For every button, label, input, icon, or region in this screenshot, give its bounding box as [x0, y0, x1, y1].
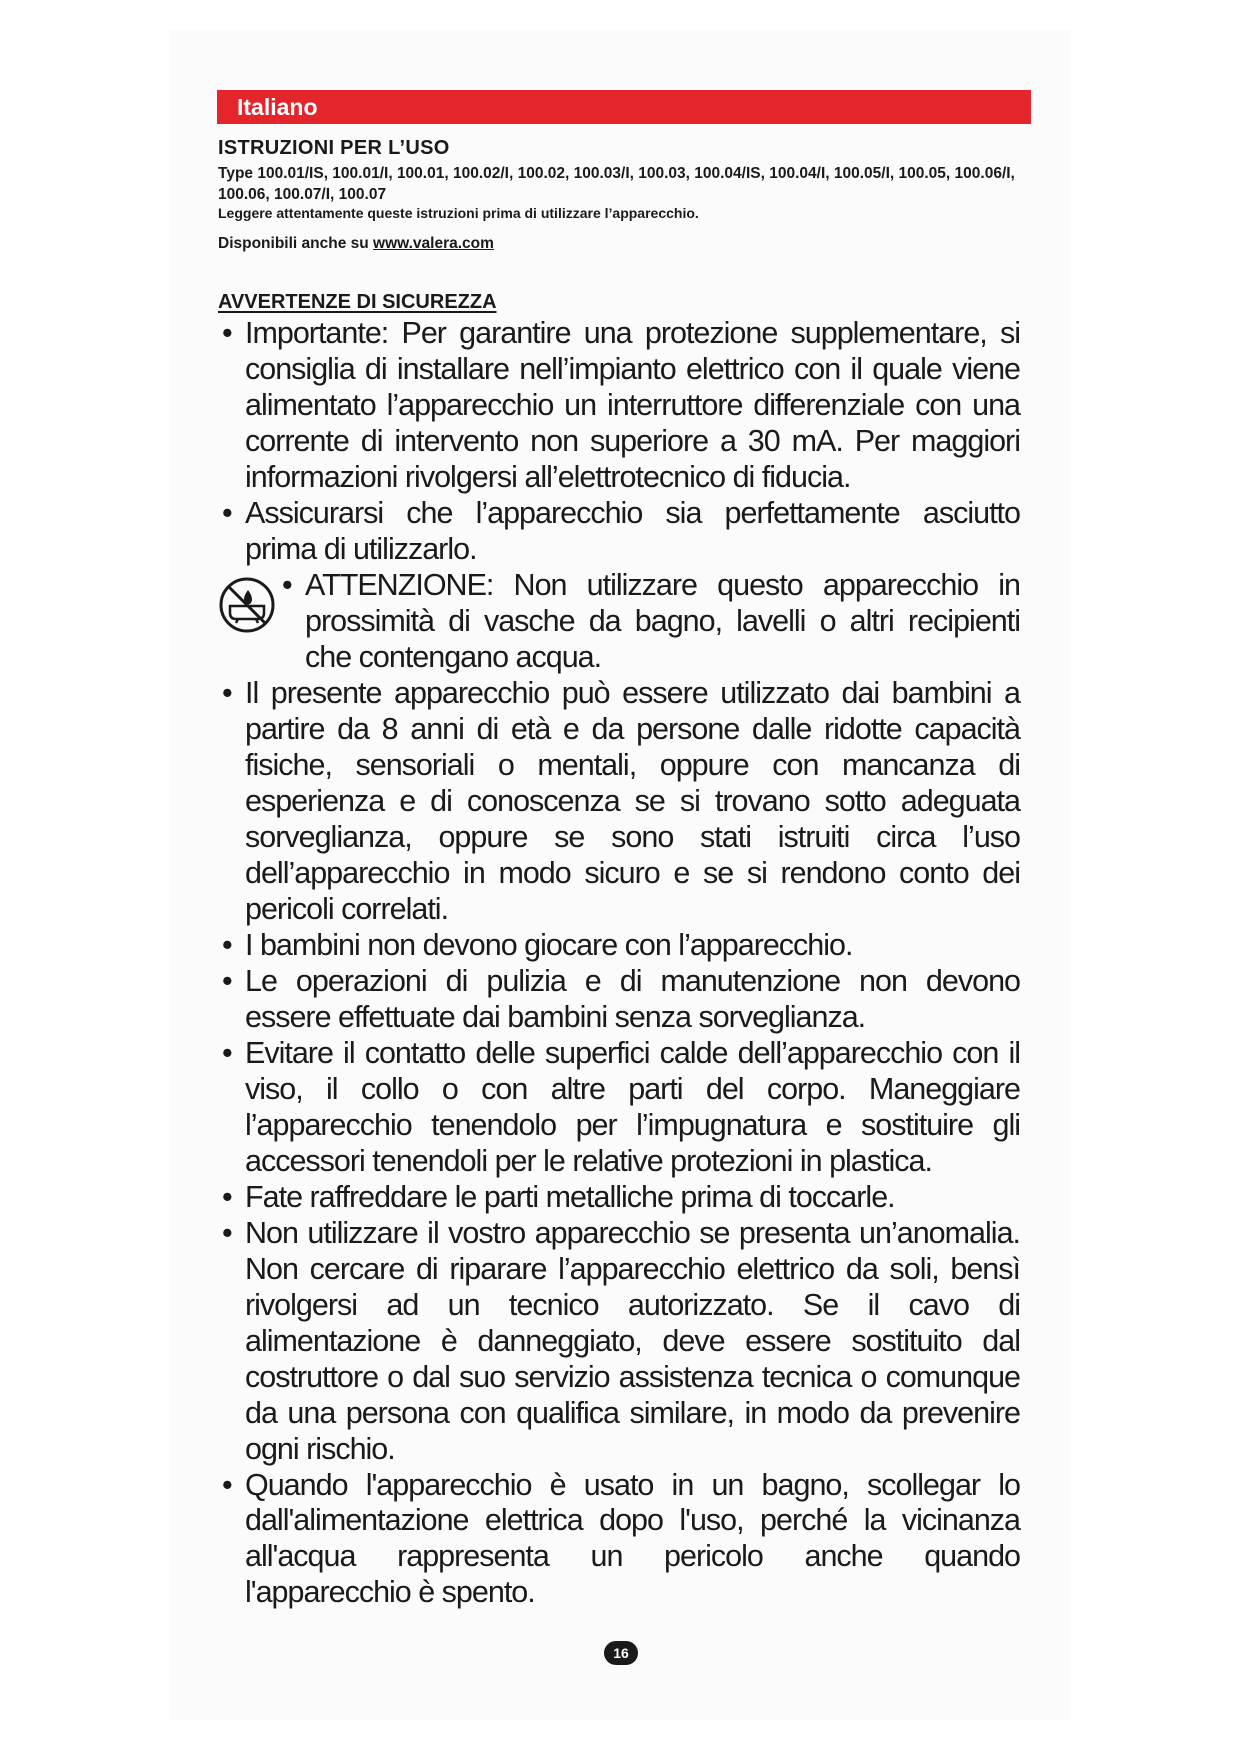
warning-item — [218, 1216, 1020, 1468]
warning-item — [218, 316, 1020, 496]
warning-text: Importante: Per garantire una protezione supplementare, si consiglia di installare nell’impianto elettrico con il quale viene alimentato l’apparecchio un interruttore differenziale con una corrente di intervento non superiore a 30 mA. Per maggiori informazioni rivolgersi all’elettrotecnico di fiducia. — [245, 316, 1020, 494]
warning-item — [218, 1468, 1020, 1612]
warning-text: ATTENZIONE: Non utilizzare questo apparecchio in prossimità di vasche da bagno, lavelli o altri recipienti che contengano acqua. — [305, 567, 1020, 674]
bullet: • — [222, 1215, 232, 1250]
warning-text: I bambini non devono giocare con l’apparecchio. — [245, 927, 853, 962]
bullet: • — [222, 316, 232, 350]
availability-prefix: Disponibili anche su — [218, 235, 369, 252]
warning-item — [218, 676, 1020, 928]
safety-heading: AVVERTENZE DI SICUREZZA — [218, 291, 497, 313]
warning-text: Fate raffreddare le parti metalliche prima di toccarle. — [245, 1179, 895, 1214]
read-instructions-note: Leggere attentamente queste istruzioni prima di utilizzare l’apparecchio. — [218, 205, 699, 221]
page-number: 16 — [604, 1641, 638, 1665]
no-water-bath-icon — [218, 576, 276, 634]
warning-text: Assicurarsi che l’apparecchio sia perfettamente asciutto prima di utilizzarlo. — [245, 495, 1020, 566]
website-link[interactable]: www.valera.com — [373, 235, 494, 252]
warning-item — [218, 1180, 1020, 1216]
warning-item — [218, 964, 1020, 1036]
document-title: ISTRUZIONI PER L’USO — [218, 137, 450, 159]
warning-text: Quando l'apparecchio è usato in un bagno, scollegar lo dall'alimentazione elettrica dopo l'uso, perché la vicinanza all'acqua rappresenta un pericolo anche quando l'apparecchio è spento. — [245, 1467, 1020, 1610]
warning-item — [218, 1036, 1020, 1180]
warning-text: Evitare il contatto delle superfici calde dell’apparecchio con il viso, il collo o con altre parti del corpo. Maneggiare l’apparecchio tenendolo per l’impugnatura e sostituire gli accessori tenendoli per le relative protezioni in plastica. — [245, 1035, 1020, 1178]
bullet: • — [222, 927, 232, 962]
model-types: Type 100.01/IS, 100.01/I, 100.01, 100.02/I, 100.02, 100.03/I, 100.03, 100.04/IS, 100.04/I, 100.05/I, 100.05, 100.06/I, 100.06, 100.07/I, 100.07 — [218, 165, 1015, 203]
bullet: • — [222, 1179, 232, 1214]
warning-item — [218, 496, 1020, 568]
bullet: • — [222, 495, 232, 530]
availability-line — [218, 235, 494, 253]
bullet: • — [222, 1035, 232, 1070]
bullet: • — [282, 567, 292, 602]
warning-text: Non utilizzare il vostro apparecchio se presenta un’anomalia. Non cercare di riparare l’apparecchio elettrico da soli, bensì rivolgersi ad un tecnico autorizzato. Se il cavo di alimentazione è danneggiato, deve essere sostituito dal costruttore o dal suo servizio assistenza tecnica o comunque da una persona con qualifica similare, in modo da prevenire ogni rischio. — [245, 1215, 1020, 1466]
warning-text: Le operazioni di pulizia e di manutenzione non devono essere effettuate dai bambini senza sorveglianza. — [245, 963, 1020, 1034]
language-label: Italiano — [237, 94, 318, 120]
warning-item-attention — [218, 568, 1020, 676]
bullet: • — [222, 963, 232, 998]
bullet: • — [222, 675, 232, 710]
bullet: • — [222, 1467, 232, 1502]
warning-text: Il presente apparecchio può essere utilizzato dai bambini a partire da 8 anni di età e da persone dalle ridotte capacità fisiche, sensoriali o mentali, oppure con mancanza di esperienza e di conoscenza se si trovano sotto adeguata sorveglianza, oppure se sono stati istruiti circa l’uso dell’apparecchio in modo sicuro e se si rendono conto dei pericoli correlati. — [245, 675, 1020, 926]
safety-warnings-list — [218, 316, 1020, 1611]
warning-item — [218, 928, 1020, 964]
language-bar — [217, 90, 1031, 124]
